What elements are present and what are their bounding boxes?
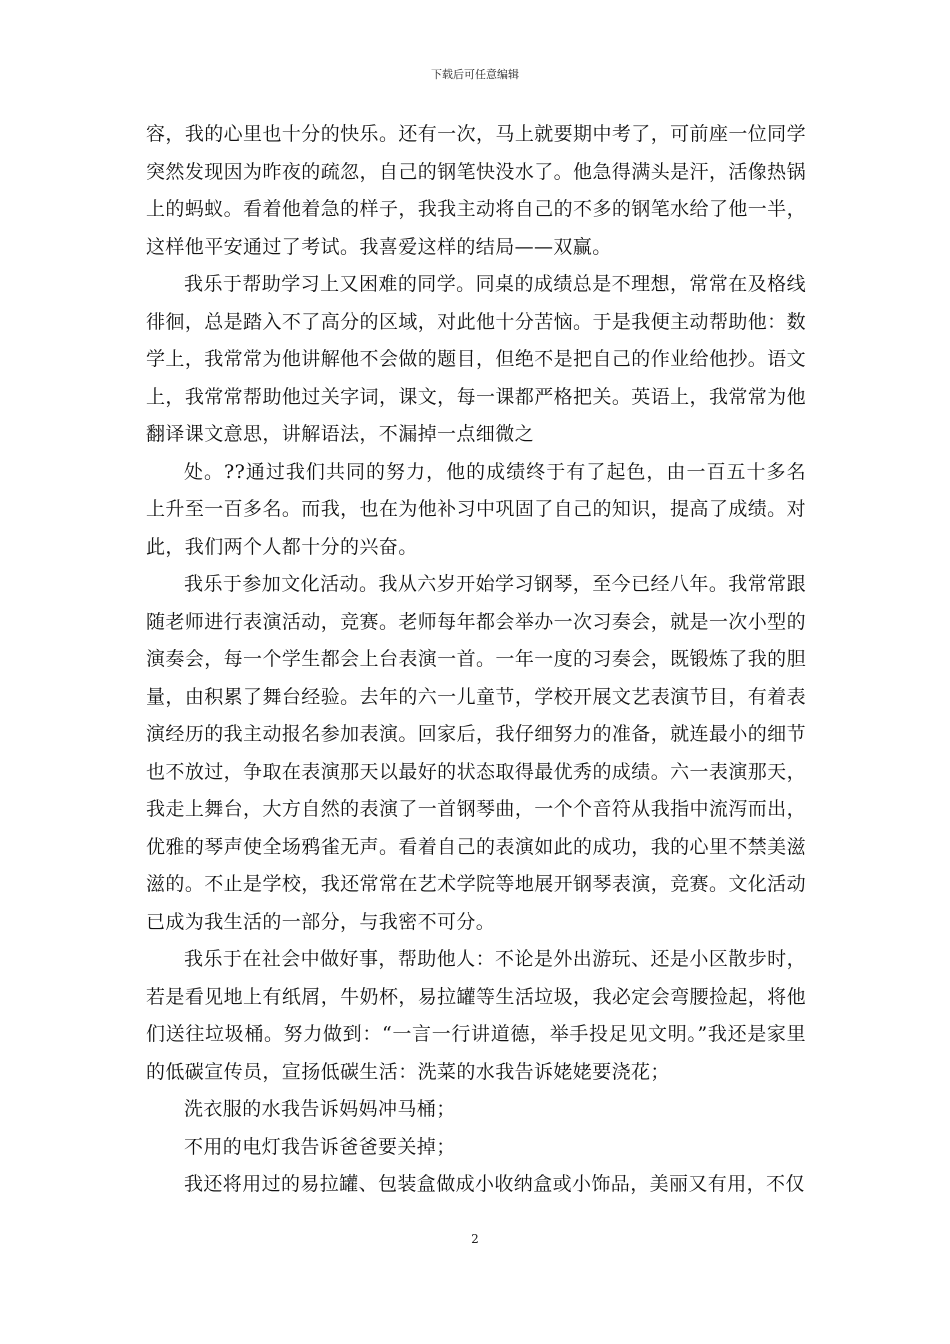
body-text [146, 116, 806, 1204]
paragraph-4: 我乐于参加文化活动。我从六岁开始学习钢琴，至今已经八年。我常常跟随老师进行表演活动，竞赛。老师每年都会举办一次习奏会，就是一次小型的演奏会，每一个学生都会上台表演一首。一年一度的习奏会，既锻炼了我的胆量，由积累了舞台经验。去年的六一儿童节，学校开展文艺表演节目，有着表演经历的我主动报名参加表演。回家后，我仔细努力的准备，就连最小的细节也不放过，争取在表演那天以最好的状态取得最优秀的成绩。六一表演那天，我走上舞台，大方自然的表演了一首钢琴曲，一个个音符从我指中流泻而出，优雅的琴声使全场鸦雀无声。看着自己的表演如此的成功，我的心里不禁美滋滋的。不止是学校，我还常常在艺术学院等地展开钢琴表演，竞赛。文化活动已成为我生活的一部分，与我密不可分。 [146, 573, 806, 933]
paragraph-1: 容，我的心里也十分的快乐。还有一次，马上就要期中考了，可前座一位同学突然发现因为昨夜的疏忽，自己的钢笔快没水了。他急得满头是汗，活像热锅上的蚂蚁。看着他着急的样子，我我主动将自己的不多的钢笔水给了他一半，这样他平安通过了考试。我喜爱这样的结局——双赢。 [146, 123, 806, 258]
page-number: 2 [471, 1232, 479, 1246]
paragraph-3: 处。??通过我们共同的努力，他的成绩终于有了起色，由一百五十多名上升至一百多名。而我，也在为他补习中巩固了自己的知识，提高了成绩。对此，我们两个人都十分的兴奋。 [146, 460, 806, 558]
paragraph-7: 不用的电灯我告诉爸爸要关掉； [184, 1135, 456, 1158]
paragraph-8: 我还将用过的易拉罐、包装盒做成小收纳盒或小饰品，美丽又有用，不仅 [184, 1173, 805, 1195]
paragraph-6: 洗衣服的水我告诉妈妈冲马桶； [184, 1098, 456, 1120]
page-header: 下载后可任意编辑 [431, 68, 519, 81]
paragraph-2: 我乐于帮助学习上又困难的同学。同桌的成绩总是不理想，常常在及格线徘徊，总是踏入不了高分的区域，对此他十分苦恼。于是我便主动帮助他：数学上，我常常为他讲解他不会做的题目，但绝不是把自己的作业给他抄。语文上，我常常帮助他过关字词，课文，每一课都严格把关。英语上，我常常为他翻译课文意思，讲解语法，不漏掉一点细微之 [146, 273, 806, 445]
paragraph-5: 我乐于在社会中做好事，帮助他人：不论是外出游玩、还是小区散步时，若是看见地上有纸屑，牛奶杯，易拉罐等生活垃圾，我必定会弯腰捡起，将他们送往垃圾桶。努力做到：“一言一行讲道德，举手投足见文明。”我还是家里的低碳宣传员，宣扬低碳生活：洗菜的水我告诉姥姥要浇花； [146, 948, 806, 1083]
